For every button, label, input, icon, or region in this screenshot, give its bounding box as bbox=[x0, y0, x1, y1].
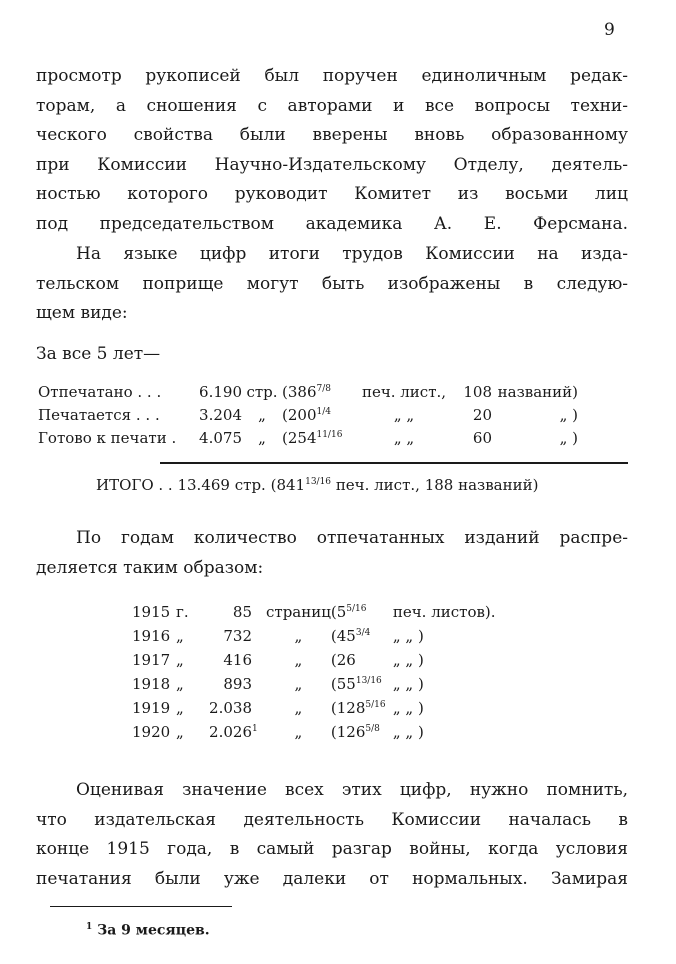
total-sheets-unit: печ. лист., bbox=[335, 476, 420, 494]
titles-unit: „ ) bbox=[559, 428, 578, 447]
sheets-unit: „ „ ) bbox=[392, 627, 424, 645]
year: 1918 bbox=[132, 675, 171, 693]
text-line: при Комиссии Научно-Издательскому Отделу, деятель- bbox=[36, 154, 628, 175]
table-row bbox=[38, 380, 578, 403]
year: 1915 bbox=[132, 603, 171, 621]
text-line: деляется таким образом: bbox=[36, 557, 264, 578]
paragraph-3 bbox=[36, 524, 628, 583]
pages-count: 2.026 bbox=[209, 723, 252, 741]
pages-unit: „ bbox=[258, 405, 266, 424]
table-row bbox=[132, 624, 505, 648]
row-label: Печатается . . . bbox=[38, 405, 160, 424]
sheets-fraction: 5/8 bbox=[365, 724, 380, 734]
pages-unit: страниц bbox=[266, 603, 331, 621]
pages-unit: „ bbox=[294, 675, 303, 693]
total-row bbox=[96, 476, 538, 494]
year-mark: г. bbox=[176, 603, 189, 621]
page-number: 9 bbox=[604, 20, 615, 40]
text-line: под председательством академика А. Е. Ферсмана. bbox=[36, 213, 628, 234]
pages-unit: стр. bbox=[246, 382, 278, 401]
year: 1916 bbox=[132, 627, 171, 645]
year: 1919 bbox=[132, 699, 171, 717]
pages-unit: „ bbox=[294, 723, 303, 741]
table-row bbox=[38, 403, 578, 426]
sheets-fraction: 5/16 bbox=[346, 604, 367, 614]
total-fraction: 13/16 bbox=[305, 477, 332, 487]
pages-unit: „ bbox=[258, 428, 266, 447]
pages-count: 893 bbox=[223, 675, 252, 693]
text-line: тельском поприще могут быть изображены в следую- bbox=[36, 273, 628, 294]
paragraph-1 bbox=[36, 62, 628, 239]
sheets-fraction: 7/8 bbox=[316, 383, 331, 394]
sheets-value: (5 bbox=[330, 603, 347, 621]
titles-value: 60 bbox=[472, 428, 492, 447]
footnote-divider bbox=[50, 906, 232, 907]
footnote-marker: 1 bbox=[86, 922, 93, 932]
text-line: По годам количество отпечатанных изданий распре- bbox=[76, 528, 628, 548]
sheets-fraction: 13/16 bbox=[355, 676, 382, 686]
footnote bbox=[86, 922, 210, 939]
year-mark: „ bbox=[176, 627, 184, 645]
pages-unit: „ bbox=[294, 627, 303, 645]
year-mark: „ bbox=[176, 723, 184, 741]
year-mark: „ bbox=[176, 651, 184, 669]
summary-table bbox=[38, 380, 578, 449]
total-pages: 13.469 bbox=[177, 476, 230, 494]
sheets-fraction: 3/4 bbox=[355, 628, 371, 638]
titles-unit: „ ) bbox=[559, 405, 578, 424]
total-label: ИТОГО . . bbox=[96, 476, 173, 494]
row-label: Готово к печати . bbox=[38, 428, 177, 447]
text-line: На языке цифр итоги трудов Комиссии на изда- bbox=[76, 244, 628, 264]
year: 1920 bbox=[132, 723, 171, 741]
text-line: что издательская деятельность Комиссии началась в bbox=[36, 809, 628, 830]
table-row bbox=[132, 720, 505, 744]
year: 1917 bbox=[132, 651, 171, 669]
sheets-value: (386 bbox=[282, 382, 317, 401]
pages-count: 416 bbox=[223, 651, 252, 669]
text-line: щем виде: bbox=[36, 303, 128, 323]
total-titles: 188 bbox=[424, 476, 454, 494]
titles-value: 20 bbox=[472, 405, 492, 424]
pages-unit: „ bbox=[294, 699, 303, 717]
table-row bbox=[132, 600, 505, 624]
sheets-value: (126 bbox=[330, 723, 366, 741]
pages-unit: „ bbox=[294, 651, 303, 669]
paragraph-4 bbox=[36, 776, 628, 894]
sheets-value: (128 bbox=[330, 699, 366, 717]
sheets-fraction: 11/16 bbox=[316, 429, 343, 440]
sheets-unit: „ „ bbox=[393, 405, 415, 424]
total-unit: стр. bbox=[234, 476, 266, 494]
pages-count: 732 bbox=[223, 627, 252, 645]
pages-value: 3.204 bbox=[199, 405, 242, 424]
sheets-unit: „ „ ) bbox=[392, 699, 424, 717]
table-row bbox=[132, 696, 505, 720]
table-row bbox=[38, 426, 578, 449]
sheets-fraction: 5/16 bbox=[365, 700, 386, 710]
text-line: печатания были уже далеки от нормальных. Замирая bbox=[36, 868, 628, 889]
sheets-value: (55 bbox=[330, 675, 356, 693]
sheets-value: (200 bbox=[282, 405, 317, 424]
sheets-unit: „ „ bbox=[393, 428, 415, 447]
text-line: ческого свойства были вверены вновь образованному bbox=[36, 125, 628, 145]
text-line: конце 1915 года, в самый разгар войны, когда условия bbox=[36, 839, 628, 859]
year-mark: „ bbox=[176, 699, 184, 717]
sheets-unit: „ „ ) bbox=[392, 651, 424, 669]
pages-count: 85 bbox=[232, 603, 252, 621]
total-sheets: (841 bbox=[270, 476, 306, 494]
pages-value: 4.075 bbox=[199, 428, 242, 447]
titles-unit: названий) bbox=[497, 382, 578, 401]
paragraph-2 bbox=[36, 240, 628, 329]
sheets-value: (254 bbox=[282, 428, 317, 447]
pages-count: 2.038 bbox=[209, 699, 252, 717]
sheets-unit: „ „ ) bbox=[392, 675, 424, 693]
row-label: Отпечатано . . . bbox=[38, 382, 162, 401]
total-titles-unit: названий) bbox=[458, 476, 539, 494]
table-row bbox=[132, 648, 505, 672]
sheets-unit: „ „ ) bbox=[392, 723, 424, 741]
summary-caption: За все 5 лет— bbox=[36, 344, 161, 364]
sheets-fraction: 1/4 bbox=[316, 406, 331, 417]
text-line: просмотр рукописей был поручен единоличным редак- bbox=[36, 66, 628, 86]
footnote-text: За 9 месяцев. bbox=[97, 922, 210, 939]
titles-value: 108 bbox=[463, 382, 492, 401]
sheets-unit: печ. листов). bbox=[392, 603, 496, 621]
table-row bbox=[132, 672, 505, 696]
year-mark: „ bbox=[176, 675, 184, 693]
sheets-value: (45 bbox=[330, 627, 356, 645]
sheets-unit: печ. лист., bbox=[361, 382, 447, 401]
text-line: ностью которого руководит Комитет из восьми лиц bbox=[36, 184, 628, 204]
text-line: торам, а сношения с авторами и все вопросы техни- bbox=[36, 95, 628, 116]
years-table bbox=[132, 600, 505, 744]
footnote-ref: 1 bbox=[252, 724, 258, 734]
total-divider bbox=[160, 462, 628, 464]
sheets-value: (26 bbox=[330, 651, 356, 669]
pages-value: 6.190 bbox=[199, 382, 242, 401]
text-line: Оценивая значение всех этих цифр, нужно помнить, bbox=[76, 780, 628, 800]
